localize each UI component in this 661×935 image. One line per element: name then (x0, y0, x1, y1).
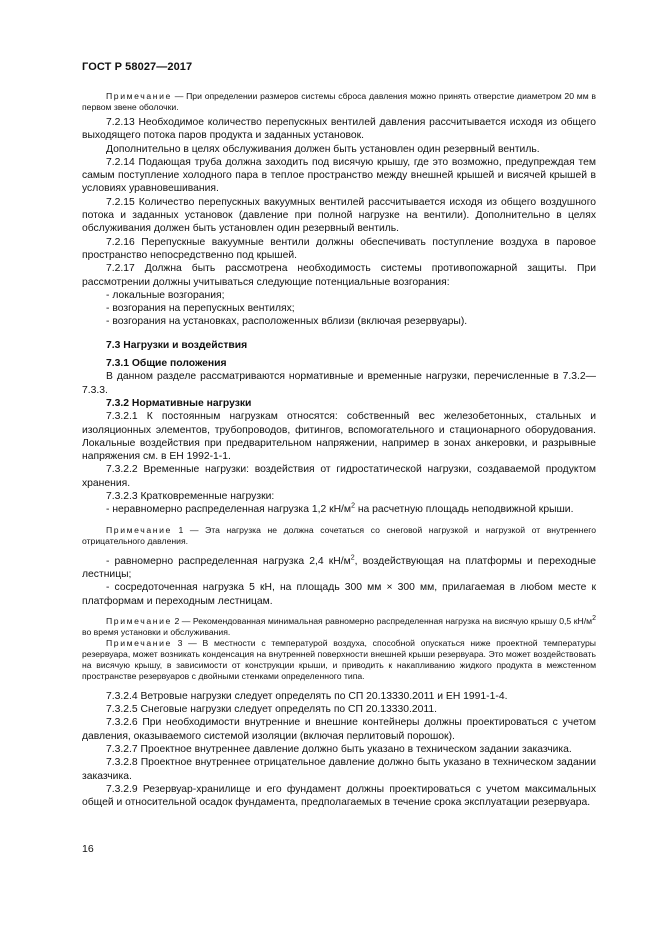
note-text-tail: во время установки и обслуживания. (82, 626, 231, 637)
note-sup: 2 (592, 614, 596, 622)
load-item-3: - сосредоточенная нагрузка 5 кН, на площадь 300 мм × 300 мм, прилагаемая в любом месте к платформам и переходным лестницам. (82, 582, 596, 607)
list-item-fire-2: - возгорания на перепускных вентилях; (106, 303, 295, 315)
page-content (82, 91, 596, 809)
paragraph-7-3-2-5: 7.3.2.5 Снеговые нагрузки следует определять по СП 20.13330.2011. (106, 704, 437, 716)
paragraph-7-3-1: В данном разделе рассматриваются нормативные и временные нагрузки, перечисленные в 7.3.2—7.3.3. (82, 371, 596, 396)
load-item-2-tail: , воздействующая на платформы и переходные лестницы; (82, 555, 596, 580)
paragraph-7-2-13-extra: Дополнительно в целях обслуживания должен быть установлен один резервный вентиль. (106, 143, 540, 155)
paragraph-7-3-2-1: 7.3.2.1 К постоянным нагрузкам относятся: собственный вес железобетонных, стальных и изоляционных элементов, трубопроводов, фитингов, вспомогательного и стационарного оборудования. Локальные воздействия при предварительном напряжении, например в зонах анкеровки, и разрывные напряжения см. в ЕН 1992-1-1. (82, 411, 596, 463)
note-top (82, 91, 596, 113)
paragraph-7-3-2-3: 7.3.2.3 Кратковременные нагрузки: (106, 491, 275, 503)
note-text: 3 — В местности с температурой воздуха, способной опускаться ниже проектной температуры резервуара, может возникать конденсация на внутренней поверхности внешней крыши резервуара. Это может воздействовать на висячую крышу, в зависимости от конструкции крыши, и приводить к накапливанию жидкого продукта в межстенном пространстве резервуаров с двойными стенками определенного типа. (82, 637, 596, 681)
list-item-fire-3: - возгорания на установках, расположенных вблизи (включая резервуары). (106, 316, 468, 328)
note-text: — При определении размеров системы сброса давления можно принять отверстие диаметром 20 мм в первом звене оболочки. (82, 91, 596, 112)
paragraph-7-2-16: 7.2.16 Перепускные вакуумные вентили должны обеспечивать поступление воздуха в паровое пространство непосредственно под крышей. (82, 236, 596, 261)
load-item-1-text: - неравномерно распределенная нагрузка 1,2 кН/м (106, 504, 352, 516)
note-1 (82, 525, 596, 547)
paragraph-7-3-2-4: 7.3.2.4 Ветровые нагрузки следует определять по СП 20.13330.2011 и ЕН 1991-1-4. (106, 690, 508, 702)
note-text: 2 — Рекомендованная минимальная равномерно распределенная нагрузка на висячую крышу 0,5 кН/м (171, 615, 593, 626)
load-item-1-sup: 2 (351, 502, 355, 510)
document-code: ГОСТ Р 58027—2017 (82, 61, 193, 73)
paragraph-7-2-15: 7.2.15 Количество перепускных вакуумных вентилей рассчитывается исходя из общего воздушного потока и заданных установок (давление при полной нагрузке на вентили). Дополнительно в целях обслуживания должен быть установлен один резервный вентиль. (82, 196, 596, 235)
note-label: Примечание (106, 615, 172, 626)
note-3 (82, 638, 596, 682)
note-label: Примечание (106, 91, 172, 101)
paragraph-7-3-2-9: 7.3.2.9 Резервуар-хранилище и его фундамент должны проектироваться с учетом максимальных общей и относительной осадок фундамента, предполагаемых в течение срока эксплуатации резервуара. (82, 783, 596, 809)
list-item-fire-1: - локальные возгорания; (106, 289, 225, 301)
subsection-heading-7-3-2: 7.3.2 Нормативные нагрузки (106, 397, 252, 409)
load-item-2-sup: 2 (350, 554, 355, 562)
paragraph-7-2-14: 7.2.14 Подающая труба должна заходить под висячую крышу, где это возможно, предупреждая тем самым поступление холодного пара в теплое пространство между внешней крышей и висячей крышей в условиях уравновешивания. (82, 156, 596, 195)
page-number: 16 (82, 843, 94, 855)
paragraph-7-3-2-2: 7.3.2.2 Временные нагрузки: воздействия от гидростатической нагрузки, создаваемой продуктом хранения. (82, 464, 596, 489)
load-item-2 (82, 555, 596, 582)
subsection-heading-7-3-1: 7.3.1 Общие положения (106, 358, 227, 370)
load-item-1-tail: на расчетную площадь неподвижной крыши. (354, 504, 574, 516)
paragraph-7-2-17: 7.2.17 Должна быть рассмотрена необходимость системы противопожарной защиты. При рассмотрении должны учитываться следующие потенциальные возгорания: (82, 263, 596, 288)
paragraph-7-2-13: 7.2.13 Необходимое количество перепускных вентилей давления рассчитывается исходя из общего выходящего потока паров продукта и заданных установок. (82, 117, 596, 142)
load-item-2-text: - равномерно распределенная нагрузка 2,4 кН/м (106, 555, 351, 567)
note-2 (82, 616, 596, 638)
load-item-1 (82, 503, 596, 516)
section-heading-7-3: 7.3 Нагрузки и воздействия (106, 339, 248, 351)
paragraph-7-3-2-8: 7.3.2.8 Проектное внутреннее отрицательное давление должно быть указано в техническом задании заказчика. (82, 757, 596, 782)
note-label: Примечание (106, 524, 172, 535)
paragraph-7-3-2-6: 7.3.2.6 При необходимости внутренние и внешние контейнеры должны проектироваться с учетом давления, оказываемого системой изоляции (включая перлитовый порошок). (82, 717, 596, 742)
paragraph-7-3-2-7: 7.3.2.7 Проектное внутреннее давление должно быть указано в техническом задании заказчика. (106, 743, 572, 755)
note-label: Примечание (106, 637, 172, 648)
note-text: 1 — Эта нагрузка не должна сочетаться со снеговой нагрузкой и нагрузкой от внутреннего отрицательного давления. (82, 524, 596, 546)
